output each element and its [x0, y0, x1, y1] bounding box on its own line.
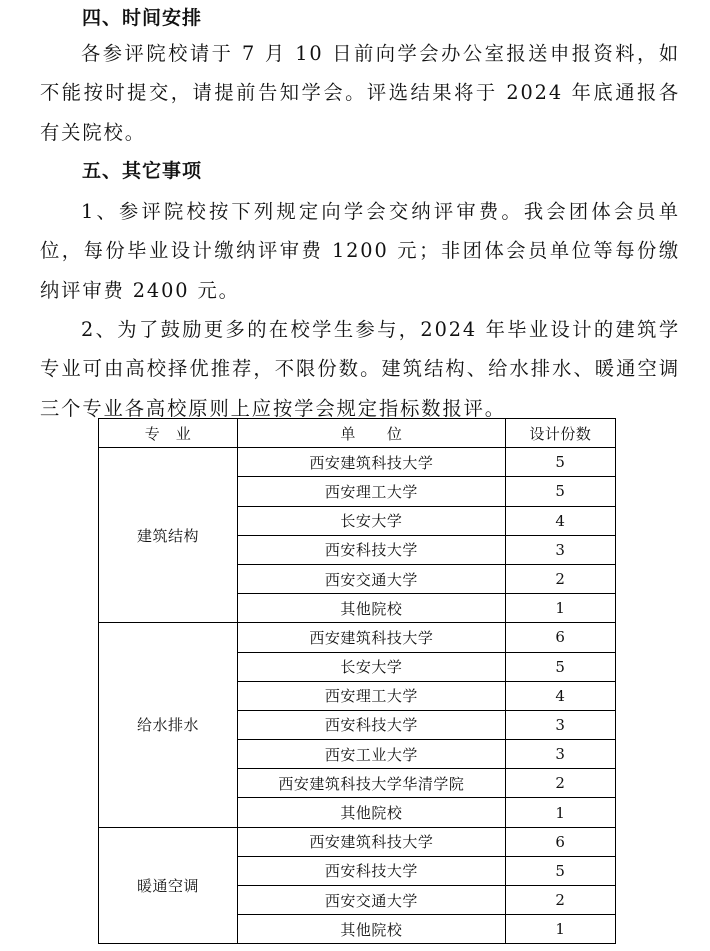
section-5-item-2: 2、为了鼓励更多的在校学生参与，2024 年毕业设计的建筑学专业可由高校择优推荐，不限份数。建筑结构、给水排水、暖通空调三个专业各高校原则上应按学会规定指标数报评。: [40, 318, 680, 420]
unit-cell: 长安大学: [237, 652, 505, 681]
count-cell: 5: [505, 448, 615, 477]
section-4-heading: 四、时间安排: [82, 7, 203, 29]
count-cell: 2: [505, 564, 615, 593]
table-row: [99, 827, 616, 856]
count-cell: 1: [505, 798, 615, 827]
unit-cell: 西安科技大学: [237, 535, 505, 564]
header-major: 专 业: [99, 419, 238, 448]
quota-table-body: [99, 448, 616, 944]
count-cell: 5: [505, 652, 615, 681]
unit-cell: 西安工业大学: [237, 740, 505, 769]
quota-table-header: [99, 419, 616, 448]
major-cell: 建筑结构: [99, 448, 238, 623]
section-4-paragraph: 各参评院校请于 7 月 10 日前向学会办公室报送申报资料，如不能按时提交，请提前告知学会。评选结果将于 2024 年底通报各有关院校。: [40, 42, 680, 144]
unit-cell: 西安交通大学: [237, 564, 505, 593]
unit-cell: 西安理工大学: [237, 681, 505, 710]
count-cell: 6: [505, 827, 615, 856]
count-cell: 1: [505, 915, 615, 944]
major-cell: 给水排水: [99, 623, 238, 827]
count-cell: 3: [505, 535, 615, 564]
unit-cell: 其他院校: [237, 594, 505, 623]
count-cell: 3: [505, 710, 615, 739]
count-cell: 4: [505, 681, 615, 710]
unit-cell: 西安建筑科技大学: [237, 448, 505, 477]
unit-cell: 西安科技大学: [237, 856, 505, 885]
count-cell: 3: [505, 740, 615, 769]
table-row: [99, 623, 616, 652]
table-header-row: [99, 419, 616, 448]
unit-cell: 西安理工大学: [237, 477, 505, 506]
count-cell: 6: [505, 623, 615, 652]
count-cell: 2: [505, 886, 615, 915]
unit-cell: 其他院校: [237, 915, 505, 944]
count-cell: 5: [505, 477, 615, 506]
header-unit: 单 位: [237, 419, 505, 448]
section-5-heading: 五、其它事项: [82, 160, 203, 182]
unit-cell: 西安建筑科技大学: [237, 623, 505, 652]
unit-cell: 西安建筑科技大学华清学院: [237, 769, 505, 798]
table-row: [99, 448, 616, 477]
count-cell: 4: [505, 506, 615, 535]
section-5-item-1: 1、参评院校按下列规定向学会交纳评审费。我会团体会员单位，每份毕业设计缴纳评审费 1200 元；非团体会员单位等每份缴纳评审费 2400 元。: [40, 200, 680, 302]
unit-cell: 其他院校: [237, 798, 505, 827]
unit-cell: 长安大学: [237, 506, 505, 535]
unit-cell: 西安交通大学: [237, 886, 505, 915]
count-cell: 2: [505, 769, 615, 798]
unit-cell: 西安建筑科技大学: [237, 827, 505, 856]
quota-table: [98, 418, 616, 944]
count-cell: 5: [505, 856, 615, 885]
count-cell: 1: [505, 594, 615, 623]
unit-cell: 西安科技大学: [237, 710, 505, 739]
header-count: 设计份数: [505, 419, 615, 448]
major-cell: 暖通空调: [99, 827, 238, 944]
